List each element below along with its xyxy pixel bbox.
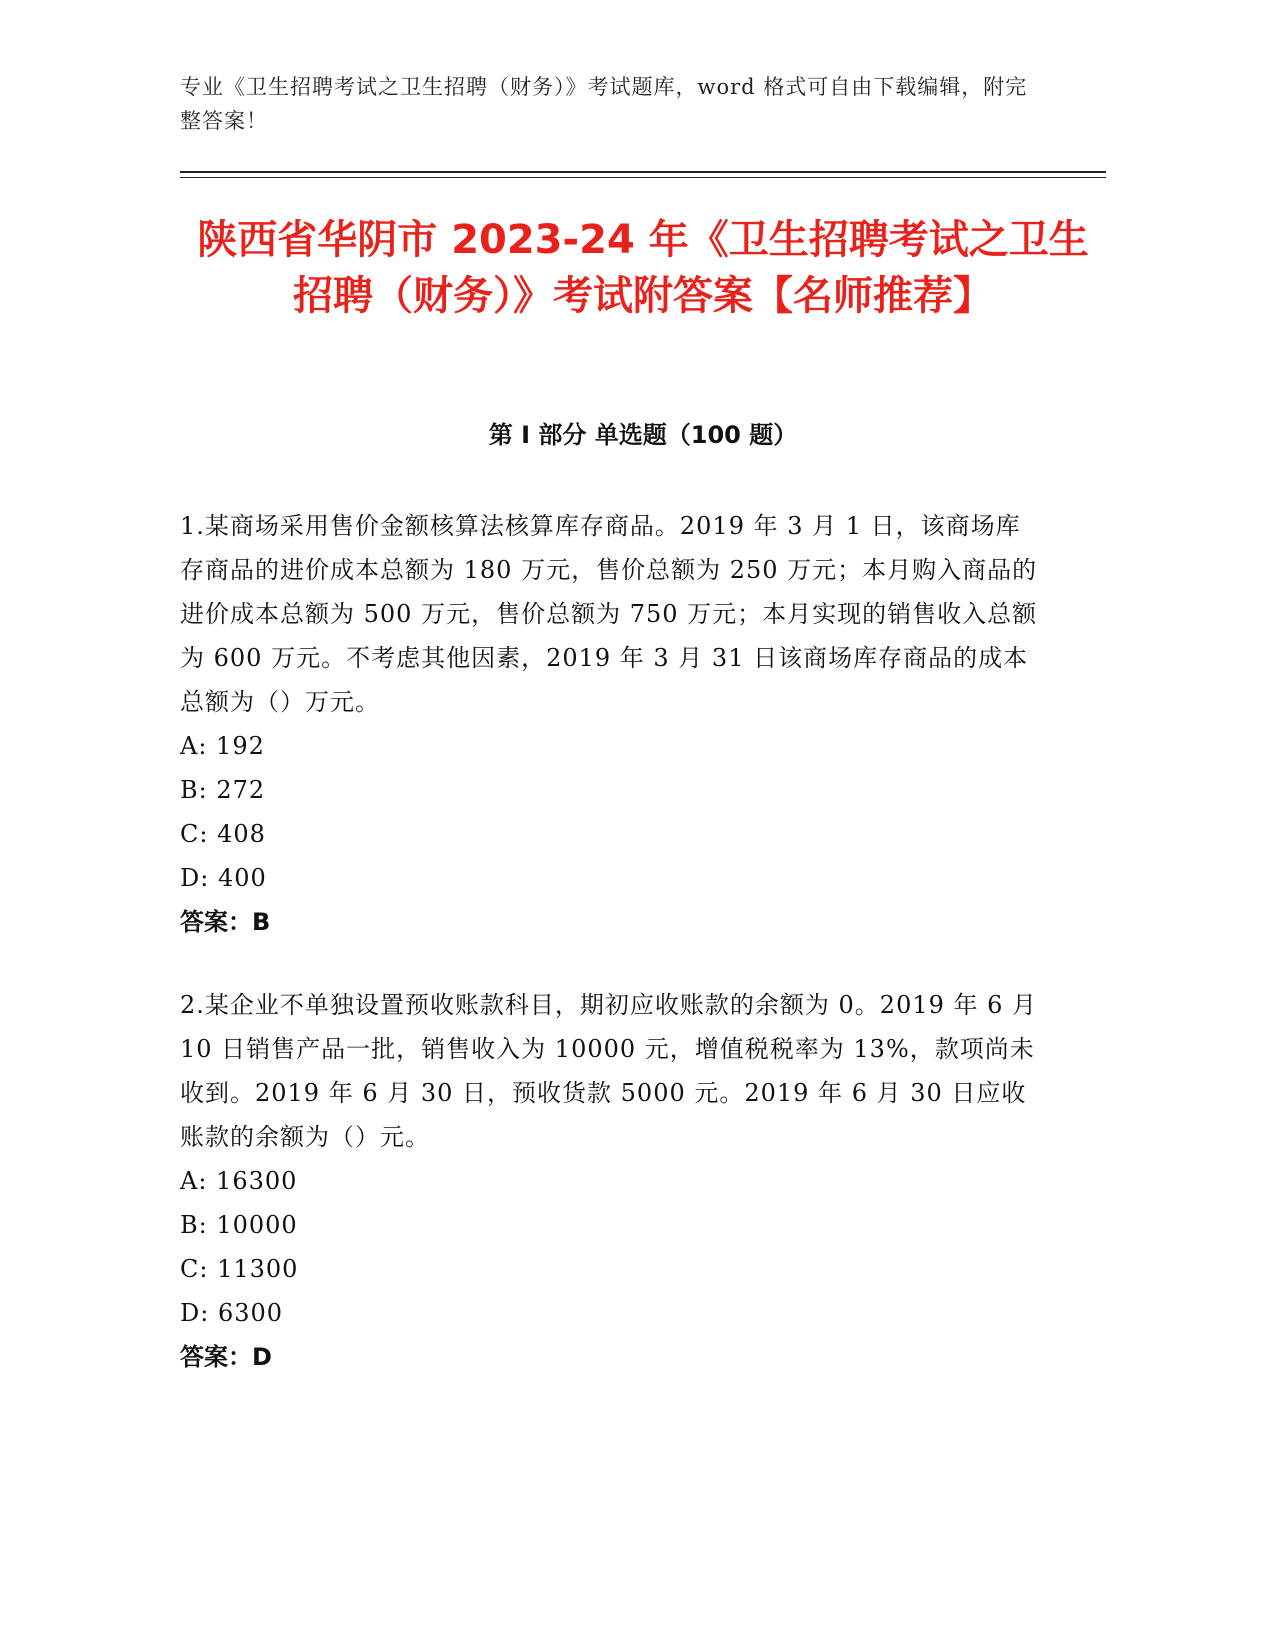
header-divider-thin <box>180 177 1106 178</box>
option-c: C: 11300 <box>180 1255 299 1283</box>
option-d: D: 6300 <box>180 1299 284 1327</box>
answer: 答案：D <box>180 1343 272 1371</box>
question-stem: 2.某企业不单独设置预收账款科目，期初应收账款的余额为 0。2019 年 6 月 10 日销售产品一批，销售收入为 10000 元，增值税税率为 13%，款项尚未收到。2019 年 6 月 30 日，预收货款 5000 元。2019 年 6 月 30 日应收账款的余额为（）元。 <box>180 991 1038 1151</box>
question-1 <box>180 504 1040 944</box>
section-title: 第 I 部分 单选题（100 题） <box>488 421 798 449</box>
header-note: 专业《卫生招聘考试之卫生招聘（财务）》考试题库，word 格式可自由下载编辑，附完整答案！ <box>180 75 1028 133</box>
header-divider-thick <box>180 171 1106 173</box>
question-stem: 1.某商场采用售价金额核算法核算库存商品。2019 年 3 月 1 日，该商场库存商品的进价成本总额为 180 万元，售价总额为 250 万元；本月购入商品的进价成本总额为 500 万元，售价总额为 750 万元；本月实现的销售收入总额为 600 万元。不考虑其他因素，2019 年 3 月 31 日该商场库存商品的成本总额为（）万元。 <box>180 512 1038 716</box>
question-2 <box>180 983 1040 1379</box>
option-c: C: 408 <box>180 820 266 848</box>
document-title: 陕西省华阴市 2023-24 年《卫生招聘考试之卫生招聘（财务）》考试附答案【名师推荐】 <box>197 217 1089 319</box>
answer: 答案：B <box>180 908 271 936</box>
option-a: A: 192 <box>180 732 265 760</box>
option-b: B: 272 <box>180 776 266 804</box>
option-d: D: 400 <box>180 864 267 892</box>
option-a: A: 16300 <box>180 1167 298 1195</box>
option-b: B: 10000 <box>180 1211 298 1239</box>
